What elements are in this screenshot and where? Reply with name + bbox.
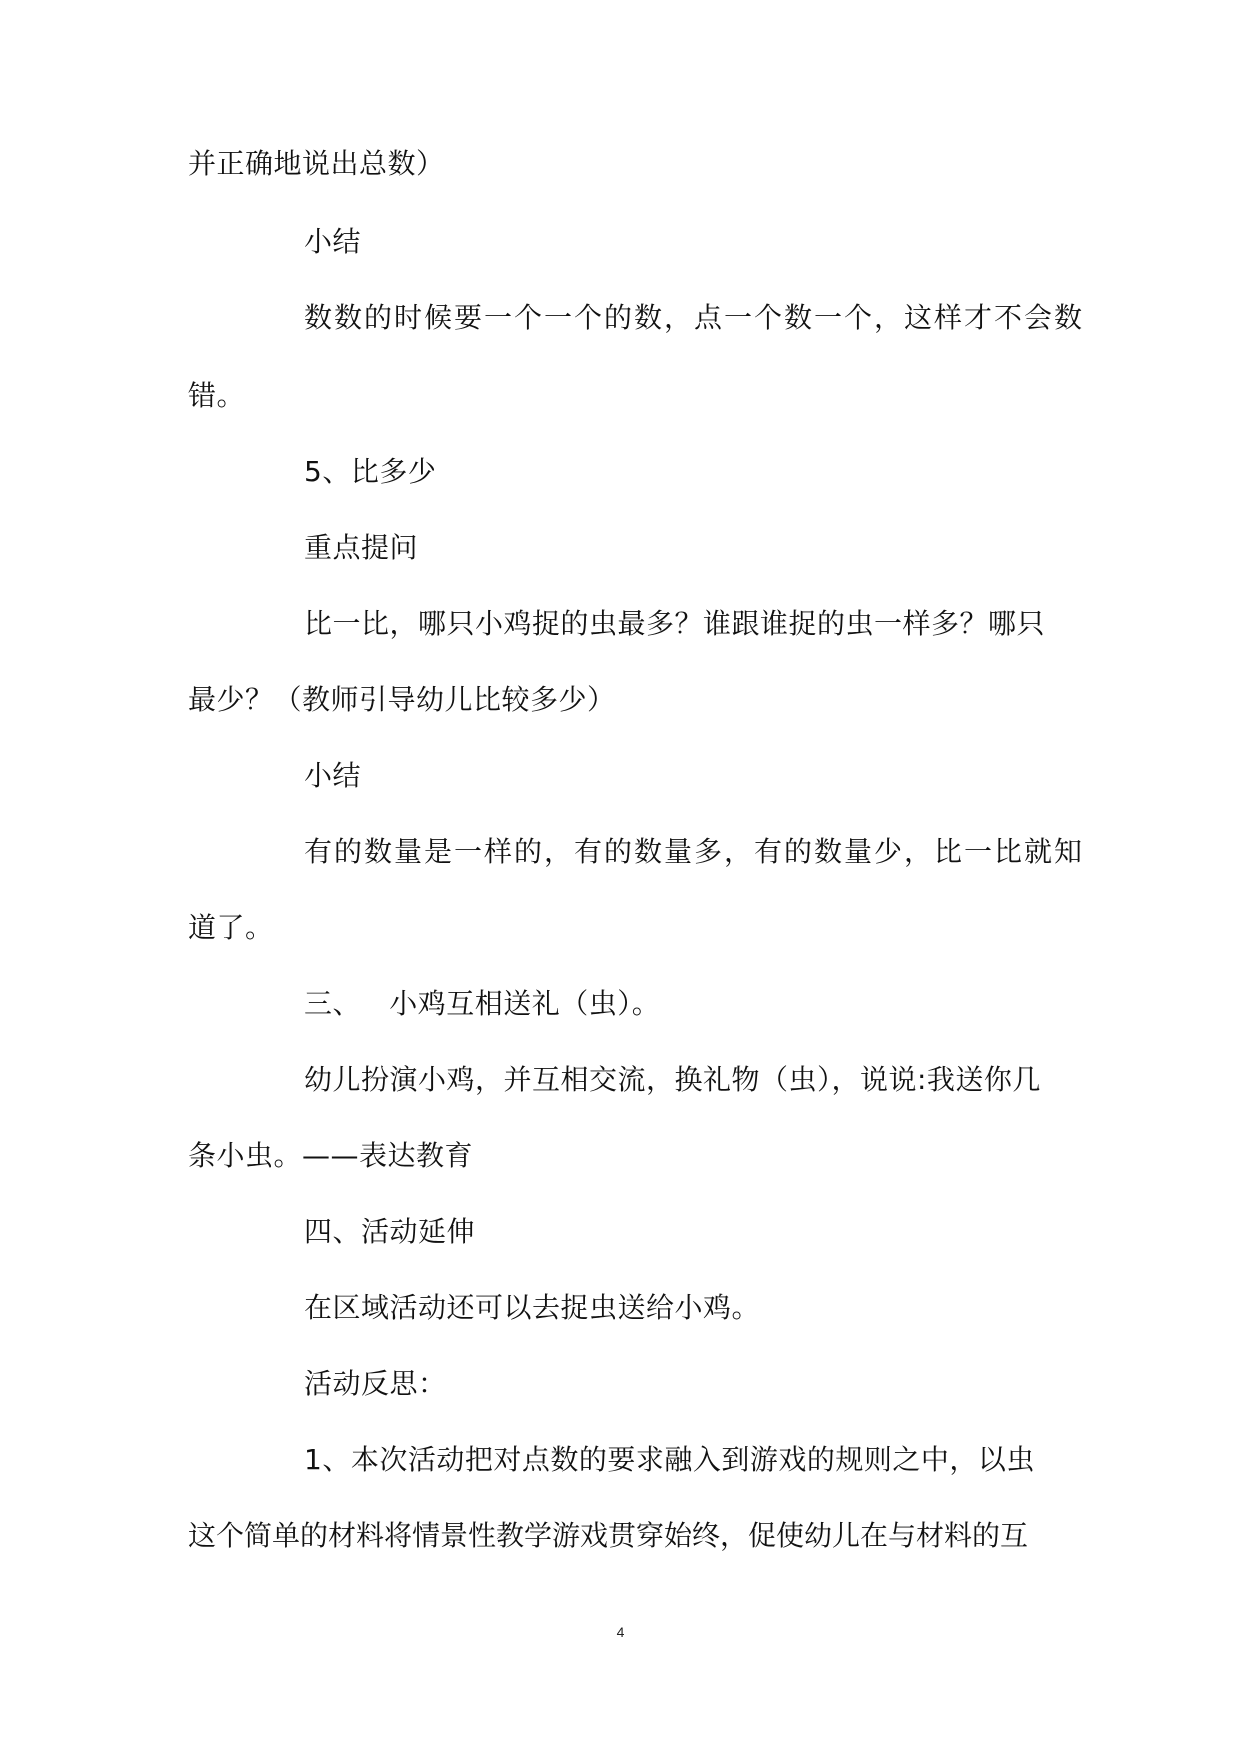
text-line: 错。 [188,379,246,412]
text-line: 数数的时候要一个一个的数，点一个数一个，这样才不会数 [304,301,1085,334]
section-heading: 5、比多少 [304,455,437,488]
text-line: 最少？（教师引导幼儿比较多少） [188,683,616,716]
heading-reflection: 活动反思： [304,1367,447,1400]
section-heading: 四、活动延伸 [304,1215,476,1248]
section-heading: 三、 小鸡互相送礼（虫）。 [304,987,661,1020]
heading-summary: 小结 [304,225,362,258]
text-line: 道了。 [188,911,274,944]
text-line: 比一比，哪只小鸡捉的虫最多？谁跟谁捉的虫一样多？哪只 [304,607,1046,640]
text-line: 在区域活动还可以去捉虫送给小鸡。 [304,1291,761,1324]
text-line: 并正确地说出总数） [188,147,445,180]
heading-summary: 小结 [304,759,362,792]
text-line: 条小虫。——表达教育 [188,1139,474,1172]
text-line: 1、本次活动把对点数的要求融入到游戏的规则之中，以虫 [304,1443,1035,1476]
heading-key-questions: 重点提问 [304,531,419,564]
text-line: 幼儿扮演小鸡，并互相交流，换礼物（虫），说说:我送你几 [304,1063,1041,1096]
page-number: 4 [616,1624,625,1640]
text-line: 有的数量是一样的，有的数量多，有的数量少，比一比就知 [304,835,1085,868]
text-line: 这个简单的材料将情景性教学游戏贯穿始终，促使幼儿在与材料的互 [188,1519,1029,1552]
